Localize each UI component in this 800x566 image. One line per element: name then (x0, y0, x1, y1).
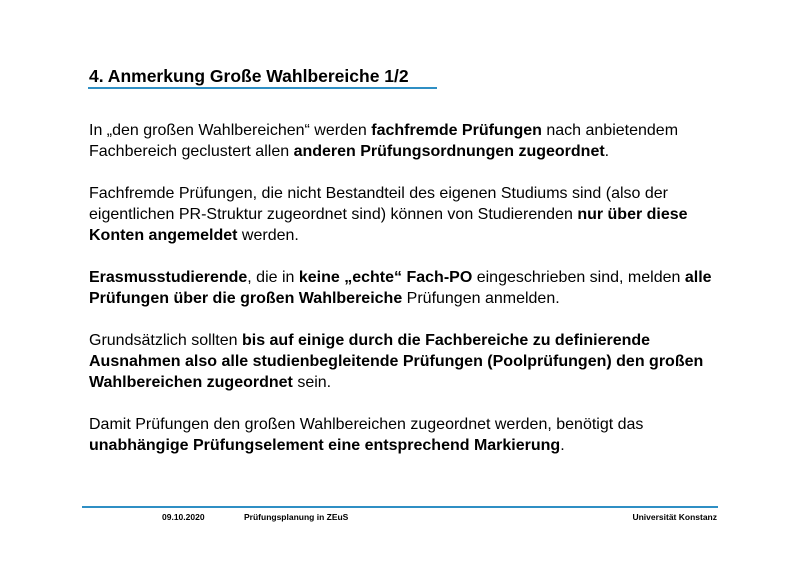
text-run: . (560, 437, 565, 454)
bold-text: unabhängige Prüfungselement eine entsprechend Markierung (89, 437, 561, 454)
paragraph (89, 267, 729, 309)
text-run: eingeschrieben sind, melden (472, 269, 685, 286)
bold-text: bis auf einige durch die Fachbereiche zu definierende Ausnahmen also alle studienbegleitende Prüfungen (Poolprüfungen) den großen Wahlbereichen zugeordnet (89, 332, 704, 391)
slide-body (89, 120, 729, 477)
bold-text: nur über diese Konten angemeldet (89, 206, 688, 244)
footer-subject: Prüfungsplanung in ZEuS (244, 512, 349, 522)
paragraph (89, 183, 729, 246)
text-run: werden. (237, 227, 299, 244)
bold-text: anderen Prüfungsordnungen zugeordnet (293, 143, 605, 160)
text-run: In „den großen Wahlbereichen“ werden (89, 122, 372, 139)
footer-divider (82, 506, 718, 508)
footer-date: 09.10.2020 (162, 512, 205, 522)
text-run: nach anbietendem Fachbereich geclustert allen (89, 122, 679, 160)
bold-text: Erasmusstudierende (89, 269, 248, 286)
text-run: sein. (292, 374, 332, 391)
text-run: Fachfremde Prüfungen, die nicht Bestandteil des eigenen Studiums sind (also der eigentlichen PR-Struktur zugeordnet sind) können von Studierenden (89, 185, 669, 223)
text-run: . (604, 143, 610, 160)
paragraph (89, 330, 729, 393)
footer-university: Universität Konstanz (632, 512, 717, 522)
text-run: Grundsätzlich sollten (89, 332, 242, 349)
bold-text: alle Prüfungen über die großen Wahlbereiche (89, 269, 712, 307)
slide-title: 4. Anmerkung Große Wahlbereiche 1/2 (89, 66, 409, 86)
paragraph (89, 414, 729, 456)
bold-text: fachfremde Prüfungen (371, 122, 542, 139)
title-underline (88, 87, 437, 89)
text-run: Prüfungen anmelden. (402, 290, 560, 307)
bold-text: keine „echte“ Fach-PO (298, 269, 473, 286)
text-run: Damit Prüfungen den großen Wahlbereichen zugeordnet werden, benötigt das (89, 416, 644, 433)
text-run: , die in (247, 269, 299, 286)
paragraph (89, 120, 729, 162)
